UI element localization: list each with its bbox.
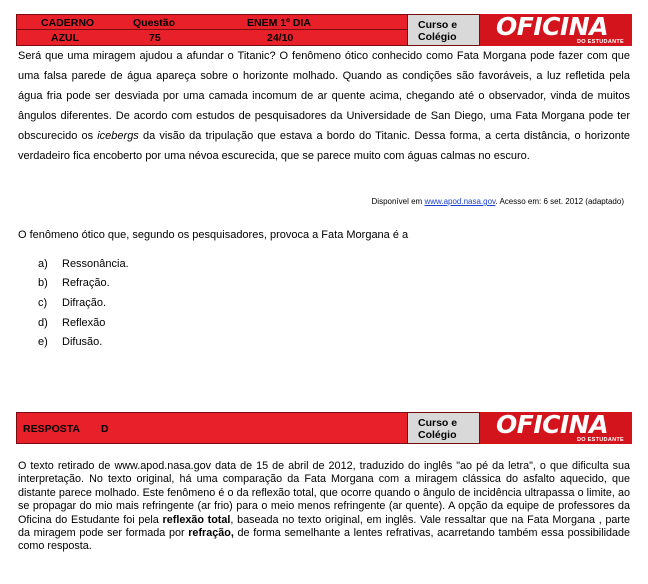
answer-bold-term: refração, (188, 527, 234, 540)
exam-date: 24/10 (267, 32, 294, 44)
curso-colegio-cell (408, 14, 480, 46)
questao-label: Questão (133, 17, 176, 29)
option-letter: a) (38, 258, 48, 270)
logo-subtitle: DO ESTUDANTE (577, 39, 624, 45)
source-suffix: . Acesso em: 6 set. 2012 (adaptado) (495, 197, 624, 206)
answer-info-table (16, 412, 408, 444)
source-citation (372, 197, 624, 206)
option-c[interactable] (38, 297, 106, 309)
question-italic-term: icebergs (97, 130, 139, 142)
answer-bold-term: reflexão total (162, 513, 231, 526)
option-text: Reflexão (62, 317, 106, 329)
option-b[interactable] (38, 277, 110, 289)
caderno-label: CADERNO (41, 17, 95, 29)
source-link[interactable]: www.apod.nasa.gov (424, 197, 496, 206)
logo-word: OFICINA (496, 410, 609, 439)
question-text-part: da visão da tripulação que estava a bordo do Titanic. Dessa forma, a certa distância, o horizonte verdadeiro fica encoberto por uma névoa escurecida, que se parece muito com águas calmas no escuro. (18, 130, 630, 162)
oficina-logo (480, 14, 632, 46)
question-header-bar (16, 14, 632, 46)
curso-label: Curso e (418, 19, 458, 31)
answer-explanation (18, 460, 630, 554)
resposta-value: D (101, 423, 109, 435)
oficina-logo (480, 412, 632, 444)
option-letter: d) (38, 317, 48, 329)
colegio-label: Colégio (418, 429, 457, 441)
option-letter: c) (38, 297, 48, 309)
question-text-part: Será que uma miragem ajudou a afundar o Titanic? O fenômeno ótico conhecido como Fata Morgana pode fazer com que uma falsa parede de água apareça sobre o horizonte molhado. Quando as condições são favoráveis, a luz refletida pela água fria pode ser desviada por uma camada incomum de ar quente acima, chegando até o observador, vinda de muitos ângulos diferentes. De acordo com estudos de pesquisadores da Universidade de San Diego, uma Fata Morgana pode ter obscurecido os (18, 50, 630, 142)
curso-colegio-cell (408, 412, 480, 444)
option-text: Refração. (62, 277, 110, 289)
option-a[interactable] (38, 258, 129, 270)
option-text: Ressonância. (62, 258, 129, 270)
exam-label: ENEM 1º DIA (247, 17, 311, 29)
option-e[interactable] (38, 336, 102, 348)
logo-word: OFICINA (496, 12, 609, 41)
colegio-label: Colégio (418, 31, 457, 43)
source-prefix: Disponível em (371, 197, 425, 206)
resposta-label: RESPOSTA (23, 423, 80, 435)
option-letter: e) (38, 336, 48, 348)
logo-subtitle: DO ESTUDANTE (577, 437, 624, 443)
option-letter: b) (38, 277, 48, 289)
curso-label: Curso e (418, 417, 458, 429)
answer-text-part: O texto retirado de www.apod.nasa.gov data de 15 de abril de 2012, traduzido do inglês "ao pé da letra", o que dificulta sua interpretação. No texto original, há uma comparação da Fata Morgana com a miragem clássica do asfalto aquecido, que distante parece molhado. Este fenômeno é o da reflexão total, que ocorre quando o ângulo de incidência ultrapassa o limite, ao se propagar do mio mais refringente (ar frio) para o meio menos refringente (ar quente). A opção da equipe de professores da Oficina do Estudante foi pela (18, 460, 630, 526)
option-d[interactable] (38, 317, 105, 329)
answer-text-part: de forma semelhante a lentes refrativas, acarretando também essa possibilidade como resposta. (18, 527, 631, 553)
answer-text-part: , baseada no texto original, em inglês. Vale ressaltar que na Fata Morgana , parte da miragem pode ser formada por (18, 513, 631, 540)
option-text: Difusão. (62, 336, 103, 348)
option-text: Difração. (62, 297, 107, 309)
question-text (18, 46, 630, 166)
question-prompt: O fenômeno ótico que, segundo os pesquisadores, provoca a Fata Morgana é a (18, 229, 409, 241)
questao-value: 75 (149, 32, 161, 44)
answer-header-bar (16, 412, 632, 444)
question-info-table (16, 14, 408, 46)
caderno-value: AZUL (51, 32, 79, 44)
